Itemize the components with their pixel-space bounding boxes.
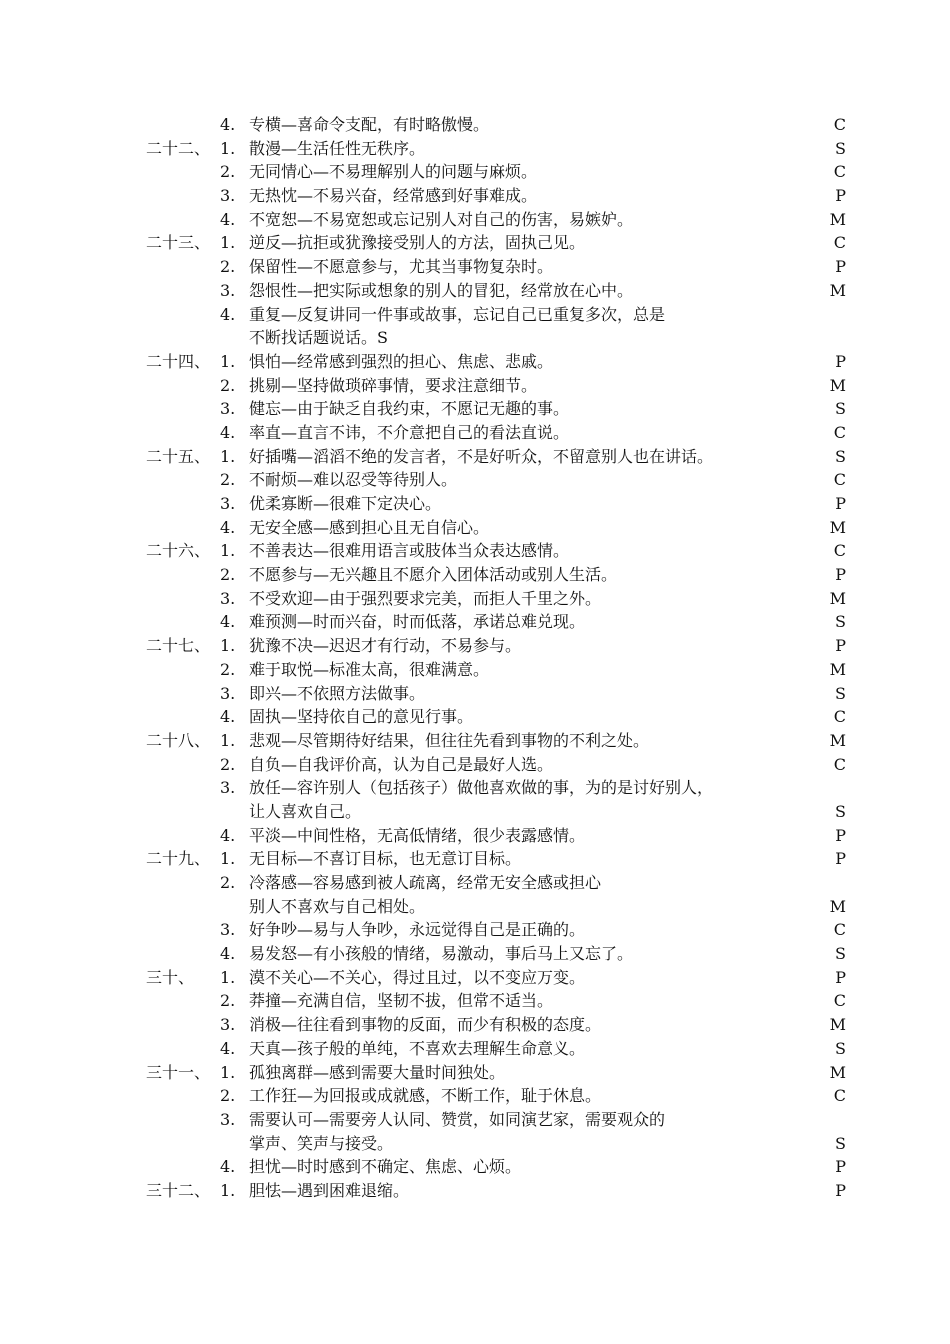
item-text: 好争吵—易与人争吵，永远觉得自己是正确的。 <box>249 920 586 940</box>
item-number: 4. <box>220 612 236 632</box>
item-number: 2. <box>220 257 236 277</box>
group-label <box>146 397 220 421</box>
item-number: 4. <box>220 517 236 537</box>
item-line <box>146 539 846 563</box>
item-text: 易发怒—有小孩般的情绪，易激动，事后马上又忘了。 <box>249 944 634 964</box>
item-text: 难预测—时而兴奋，时而低落，承诺总难兑现。 <box>249 612 586 632</box>
type-tag: P <box>835 849 846 869</box>
group-label: 二十三、 <box>146 233 211 253</box>
item-text: 无目标—不喜订目标，也无意订目标。 <box>249 849 522 869</box>
group-label: 二十九、 <box>146 849 211 869</box>
item-number: 2. <box>220 162 236 182</box>
item-text: 莽撞—充满自信，坚韧不拔，但常不适当。 <box>249 991 554 1011</box>
type-tag: M <box>829 1015 846 1035</box>
item-number: 1. <box>220 967 236 987</box>
type-tag: P <box>835 565 846 585</box>
group-label <box>146 492 220 516</box>
item-number: 4. <box>220 209 236 229</box>
item-line <box>146 658 846 682</box>
item-text: 消极—往往看到事物的反面，而少有积极的态度。 <box>249 1015 602 1035</box>
group-label: 二十六、 <box>146 541 211 561</box>
item-line <box>146 563 846 587</box>
item-text: 需要认可—需要旁人认同、赞赏，如同演艺家，需要观众的 <box>249 1109 666 1129</box>
group-label <box>146 776 220 800</box>
item-line <box>146 1013 846 1037</box>
group-label <box>146 587 220 611</box>
group-label <box>146 942 220 966</box>
group-label <box>146 871 220 895</box>
group-label <box>146 468 220 492</box>
item-line <box>146 421 846 445</box>
group-label <box>146 421 220 445</box>
item-text: 胆怯—遇到困难退缩。 <box>249 1180 410 1200</box>
item-text: 怨恨性—把实际或想象的别人的冒犯，经常放在心中。 <box>249 280 634 300</box>
type-tag: M <box>829 517 846 537</box>
item-number: 1. <box>220 849 236 869</box>
item-line <box>146 160 846 184</box>
item-text: 优柔寡断—很难下定决心。 <box>249 494 442 513</box>
type-tag: S <box>835 399 846 419</box>
item-line <box>146 255 846 279</box>
item-number: 2. <box>220 470 236 490</box>
type-tag: C <box>833 920 846 940</box>
type-tag: S <box>835 801 846 821</box>
item-number: 3. <box>220 1109 236 1129</box>
item-text: 难于取悦—标准太高，很难满意。 <box>249 659 490 679</box>
type-tag: P <box>835 636 846 656</box>
group-label: 二十八、 <box>146 730 211 750</box>
item-line <box>146 634 846 658</box>
item-line <box>146 1155 846 1179</box>
item-text: 无安全感—感到担心且无自信心。 <box>249 517 490 537</box>
item-number: 2. <box>220 873 236 892</box>
type-tag: C <box>833 422 846 442</box>
type-tag: S <box>835 612 846 632</box>
group-label: 三十二、 <box>146 1180 211 1200</box>
item-text: 挑剔—坚持做琐碎事情，要求注意细节。 <box>249 375 538 395</box>
item-number: 1. <box>220 541 236 561</box>
item-line <box>146 610 846 634</box>
item-text: 惧怕—经常感到强烈的担心、焦虑、悲戚。 <box>249 351 554 371</box>
item-line <box>146 966 846 990</box>
item-number: 1. <box>220 138 236 158</box>
item-text: 即兴—不依照方法做事。 <box>249 683 426 703</box>
type-tag: C <box>833 233 846 253</box>
item-number: 3. <box>220 778 236 798</box>
item-line <box>146 279 846 303</box>
group-label <box>146 824 220 848</box>
item-line <box>146 231 846 255</box>
item-text: 担忧—时时感到不确定、焦虑、心烦。 <box>249 1157 522 1177</box>
item-number: 1. <box>220 1062 236 1082</box>
type-tag: P <box>835 967 846 987</box>
item-text: 无同情心—不易理解别人的问题与麻烦。 <box>249 162 538 182</box>
group-label <box>146 279 220 303</box>
type-tag: C <box>833 1086 846 1106</box>
item-number: 3. <box>220 1015 236 1035</box>
item-number: 3. <box>220 683 236 703</box>
group-label <box>146 1108 220 1132</box>
item-text: 冷落感—容易感到被人疏离，经常无安全感或担心 <box>249 873 602 892</box>
group-label: 二十七、 <box>146 636 211 656</box>
item-line <box>146 1037 846 1061</box>
item-line <box>146 705 846 729</box>
group-label <box>146 1155 220 1179</box>
group-label: 二十五、 <box>146 446 211 466</box>
item-line <box>146 303 846 327</box>
item-line <box>146 374 846 398</box>
group-label <box>146 610 220 634</box>
group-label <box>146 208 220 232</box>
type-tag: P <box>835 1180 846 1200</box>
item-number: 1. <box>220 1180 236 1200</box>
type-tag: S <box>835 1038 846 1058</box>
item-number: 3. <box>220 186 236 206</box>
item-text: 天真—孩子般的单纯，不喜欢去理解生命意义。 <box>249 1038 586 1058</box>
item-text: 不耐烦—难以忍受等待别人。 <box>249 470 458 490</box>
type-tag: C <box>833 470 846 490</box>
group-label <box>146 753 220 777</box>
item-number: 1. <box>220 636 236 656</box>
type-tag: P <box>835 257 846 277</box>
item-text: 不愿参与—无兴趣且不愿介入团体活动或别人生活。 <box>249 565 618 585</box>
item-text: 固执—坚持依自己的意见行事。 <box>249 707 474 727</box>
item-line <box>146 847 846 871</box>
type-tag: M <box>829 209 846 229</box>
group-label: 三十一、 <box>146 1062 211 1082</box>
type-tag: M <box>829 896 846 916</box>
type-tag: M <box>829 659 846 679</box>
group-label <box>146 303 220 327</box>
group-label <box>146 255 220 279</box>
item-text: 无热忱—不易兴奋，经常感到好事难成。 <box>249 186 538 206</box>
item-text: 漠不关心—不关心，得过且过，以不变应万变。 <box>249 967 586 987</box>
type-tag: M <box>829 1062 846 1082</box>
item-text: 不宽恕—不易宽恕或忘记别人对自己的伤害，易嫉妒。 <box>249 209 634 229</box>
type-tag: C <box>833 541 846 561</box>
item-continuation-line <box>146 1132 846 1156</box>
item-line <box>146 682 846 706</box>
type-tag: P <box>835 494 846 513</box>
item-number: 4. <box>220 422 236 442</box>
item-number: 3. <box>220 494 236 513</box>
item-text: 散漫—生活任性无秩序。 <box>249 138 426 158</box>
item-number: 1. <box>220 730 236 750</box>
item-line <box>146 397 846 421</box>
item-number: 4. <box>220 825 236 845</box>
item-text: 让人喜欢自己。 <box>249 801 362 821</box>
item-text: 自负—自我评价高，认为自己是最好人选。 <box>249 754 554 774</box>
item-line <box>146 753 846 777</box>
item-line <box>146 208 846 232</box>
item-line <box>146 587 846 611</box>
group-label: 二十二、 <box>146 138 211 158</box>
trait-list <box>146 113 846 1203</box>
group-label <box>146 1013 220 1037</box>
item-text: 不受欢迎—由于强烈要求完美，而拒人千里之外。 <box>249 588 602 608</box>
item-number: 1. <box>220 233 236 253</box>
group-label <box>146 705 220 729</box>
type-tag: C <box>833 162 846 182</box>
group-label <box>146 1084 220 1108</box>
item-line <box>146 137 846 161</box>
item-line <box>146 350 846 374</box>
item-number: 2. <box>220 565 236 585</box>
item-line <box>146 918 846 942</box>
item-text: 好插嘴—滔滔不绝的发言者，不是好听众，不留意别人也在讲话。 <box>249 446 714 466</box>
item-line <box>146 942 846 966</box>
item-text: 犹豫不决—迟迟才有行动，不易参与。 <box>249 636 522 656</box>
item-continuation-line <box>146 326 846 350</box>
item-text: 悲观—尽管期待好结果，但往往先看到事物的不利之处。 <box>249 730 650 750</box>
item-text: 孤独离群—感到需要大量时间独处。 <box>249 1062 506 1082</box>
type-tag: P <box>835 1157 846 1177</box>
group-label <box>146 160 220 184</box>
type-tag: P <box>835 186 846 206</box>
item-number: 2. <box>220 1086 236 1106</box>
type-tag: C <box>833 754 846 774</box>
item-text: 不断找话题说话。S <box>249 328 388 348</box>
type-tag: P <box>835 825 846 845</box>
item-text: 重复—反复讲同一件事或故事，忘记自己已重复多次，总是 <box>249 304 666 324</box>
item-text: 专横—喜命令支配，有时略傲慢。 <box>249 115 490 134</box>
item-text: 工作狂—为回报或成就感，不断工作，耻于休息。 <box>249 1086 602 1106</box>
item-number: 4. <box>220 115 236 134</box>
item-text: 别人不喜欢与自己相处。 <box>249 896 426 916</box>
item-text: 掌声、笑声与接受。 <box>249 1133 394 1153</box>
type-tag: M <box>829 280 846 300</box>
type-tag: C <box>833 115 846 134</box>
item-continuation-line <box>146 895 846 919</box>
type-tag: C <box>833 991 846 1011</box>
group-label <box>146 918 220 942</box>
type-tag: M <box>829 375 846 395</box>
item-line <box>146 776 846 800</box>
item-line <box>146 184 846 208</box>
type-tag: S <box>835 683 846 703</box>
type-tag: S <box>835 138 846 158</box>
item-number: 3. <box>220 399 236 419</box>
item-number: 2. <box>220 659 236 679</box>
item-text: 不善表达—很难用语言或肢体当众表达感情。 <box>249 541 570 561</box>
item-number: 4. <box>220 1038 236 1058</box>
item-text: 健忘—由于缺乏自我约束，不愿记无趣的事。 <box>249 399 570 419</box>
type-tag: S <box>835 1133 846 1153</box>
item-number: 2. <box>220 375 236 395</box>
item-line <box>146 1179 846 1203</box>
group-label <box>146 374 220 398</box>
item-line <box>146 871 846 895</box>
item-number: 2. <box>220 754 236 774</box>
item-line <box>146 1108 846 1132</box>
type-tag: P <box>835 351 846 371</box>
item-line <box>146 824 846 848</box>
item-number: 3. <box>220 588 236 608</box>
item-line <box>146 516 846 540</box>
item-continuation-line <box>146 800 846 824</box>
group-label <box>146 1037 220 1061</box>
item-number: 4. <box>220 304 236 324</box>
group-label <box>146 516 220 540</box>
item-number: 4. <box>220 1157 236 1177</box>
group-label <box>146 989 220 1013</box>
type-tag: C <box>833 707 846 727</box>
item-number: 3. <box>220 280 236 300</box>
item-number: 2. <box>220 991 236 1011</box>
group-label <box>146 184 220 208</box>
group-label <box>146 563 220 587</box>
group-label <box>146 113 220 137</box>
item-text: 逆反—抗拒或犹豫接受别人的方法，固执己见。 <box>249 233 586 253</box>
group-label: 三十、 <box>146 967 195 987</box>
group-label: 二十四、 <box>146 351 211 371</box>
item-text: 保留性—不愿意参与，尤其当事物复杂时。 <box>249 257 554 277</box>
type-tag: M <box>829 588 846 608</box>
item-number: 4. <box>220 707 236 727</box>
type-tag: M <box>829 730 846 750</box>
type-tag: S <box>835 446 846 466</box>
item-line <box>146 492 846 516</box>
item-line <box>146 1084 846 1108</box>
item-line <box>146 113 846 137</box>
item-text: 放任—容许别人（包括孩子）做他喜欢做的事，为的是讨好别人， <box>249 778 714 798</box>
item-line <box>146 445 846 469</box>
group-label <box>146 682 220 706</box>
item-line <box>146 989 846 1013</box>
type-tag: S <box>835 944 846 964</box>
item-line <box>146 1061 846 1085</box>
item-number: 3. <box>220 920 236 940</box>
item-line <box>146 729 846 753</box>
item-number: 1. <box>220 351 236 371</box>
group-label <box>146 658 220 682</box>
item-text: 率直—直言不讳，不介意把自己的看法直说。 <box>249 422 570 442</box>
item-number: 4. <box>220 944 236 964</box>
item-number: 1. <box>220 446 236 466</box>
item-text: 平淡—中间性格，无高低情绪，很少表露感情。 <box>249 825 586 845</box>
item-line <box>146 468 846 492</box>
